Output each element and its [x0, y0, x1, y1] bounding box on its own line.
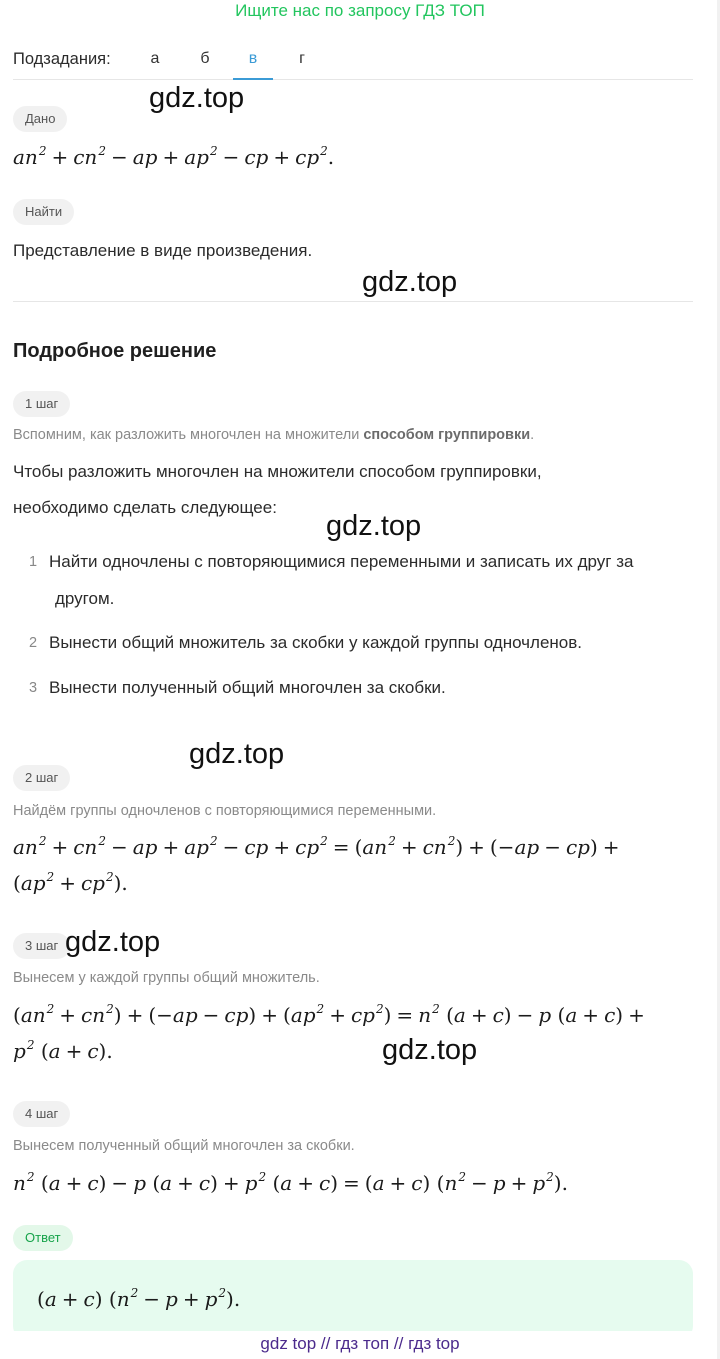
list-item-text: Вынести общий множитель за скобки у каждой группы одночленов.: [49, 633, 583, 652]
step-1-hint: [13, 427, 534, 443]
list-item-number: 2: [29, 635, 38, 651]
watermark: gdz.top: [65, 926, 161, 958]
step-4-expression: $n^2$ (a + c) − p $(a + c) + p^2$ (a + c) = (a + c) $(n^2 - p + p^2)$.: [13, 1170, 568, 1195]
subtasks-tabs: [13, 44, 693, 80]
step-2-badge: 2 шаг: [13, 765, 70, 791]
list-item-number: 1: [29, 554, 38, 570]
find-text: Представление в виде произведения.: [13, 241, 313, 260]
given-expression: $an^2 + cn^2$ − ap + $ap^2$ − cp + $cp^2$.: [13, 144, 335, 169]
step-1-hint-end: .: [530, 427, 535, 443]
step-2-hint: Найдём группы одночленов с повторяющимися переменными.: [13, 803, 437, 819]
watermark: gdz.top: [149, 82, 245, 114]
step-2-expression-line-2: $(ap^2 + cp^2)$.: [13, 870, 128, 895]
list-item-text: Вынести полученный общий многочлен за скобки.: [49, 678, 446, 697]
solution-title: Подробное решение: [13, 340, 217, 362]
tab-b[interactable]: б: [200, 50, 210, 67]
watermark: gdz.top: [189, 738, 285, 770]
tab-g[interactable]: г: [299, 50, 305, 67]
step-4-badge: 4 шаг: [13, 1101, 70, 1127]
step-3-expression-line-1: $(an^2 + cn^2) + (-ap - cp) + (ap^2 + cp^2) = n^2$ (a + c) − p (a + c) +: [13, 1002, 645, 1027]
watermark: gdz.top: [382, 1034, 478, 1066]
step-1-badge: 1 шаг: [13, 391, 70, 417]
step-3-expression-line-2: $p^2$ (a + c).: [13, 1038, 113, 1063]
subtasks-label: Подзадания:: [13, 50, 111, 68]
find-badge: Найти: [13, 199, 74, 225]
step-1-line-1: Чтобы разложить многочлен на множители способом группировки,: [13, 462, 542, 481]
step-4-hint: Вынесем полученный общий многочлен за скобки.: [13, 1138, 355, 1154]
list-item-number: 3: [29, 680, 38, 696]
answer-box: [13, 1260, 693, 1340]
step-1-hint-text: Вспомним, как разложить многочлен на множители: [13, 427, 364, 443]
search-banner: Ищите нас по запросу ГДЗ ТОП: [235, 1, 485, 20]
divider: [13, 301, 693, 302]
step-2-expression-line-1: $an^2 + cn^2$ − ap + $ap^2$ − cp + $cp^2 = (an^2 + cn^2) + (-ap - cp)$ +: [13, 834, 620, 859]
answer-badge: Ответ: [13, 1225, 73, 1251]
list-item-text: Найти одночлены с повторяющимися переменными и записать их друг за: [49, 552, 634, 571]
list-item-text-cont: другом.: [55, 589, 115, 608]
watermark: gdz.top: [326, 510, 422, 542]
given-badge: Дано: [13, 106, 67, 132]
footer-links: gdz top // гдз топ // гдз top: [0, 1331, 720, 1359]
tab-v[interactable]: в: [233, 50, 273, 80]
step-3-badge: 3 шаг: [13, 933, 70, 959]
step-3-hint: Вынесем у каждой группы общий множитель.: [13, 970, 320, 986]
answer-expression: (a + c) $(n^2 - p + p^2)$.: [37, 1286, 241, 1311]
tab-a[interactable]: а: [150, 50, 160, 67]
step-1-line-2: необходимо сделать следующее:: [13, 498, 277, 517]
step-1-hint-bold: способом группировки: [363, 427, 531, 443]
watermark: gdz.top: [362, 266, 458, 298]
